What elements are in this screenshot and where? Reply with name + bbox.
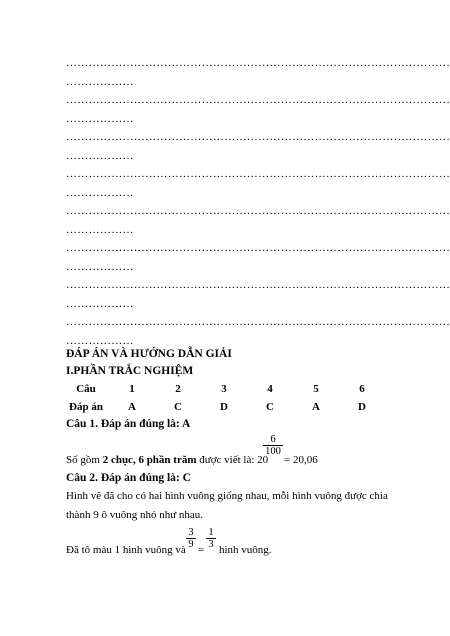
answers-heading: ĐÁP ÁN VÀ HƯỚNG DẪN GIẢI [66,348,232,360]
q2-fraction-2 [206,527,216,550]
dotted-line: ………………………………………………………………………………………… [66,131,450,143]
dotted-line: ……………… [66,113,134,125]
table-row-questions [66,383,386,399]
table-cell: 6 [359,383,365,395]
table-header-label: Câu [76,383,96,395]
fraction-numerator: 6 [270,434,276,445]
q2-line3-after: hình vuông. [219,544,272,556]
table-cell: 2 [175,383,181,395]
q1-text-before: Số gồm [66,454,103,466]
fraction-denominator: 3 [208,539,214,550]
q2-line3-before: Đã tô màu 1 hình vuông và [66,544,186,556]
q1-result: = 20,06 [284,454,318,466]
dotted-line: ……………… [66,298,134,310]
table-row-answers [66,401,386,417]
q2-line2: thành 9 ô vuông nhỏ như nhau. [66,509,204,521]
fraction-denominator: 100 [265,446,281,457]
dotted-line: ……………… [66,150,134,162]
table-cell: A [128,401,136,413]
dotted-line: ……………… [66,335,134,347]
dotted-line: ………………………………………………………………………………………… [66,316,450,328]
dotted-line: ………………………………………………………………………………………… [66,94,450,106]
dotted-line: ……………… [66,261,134,273]
table-cell: D [358,401,366,413]
q2-line1: Hình vẽ đã cho có hai hình vuông giống nhau, mỗi hình vuông được chia [66,490,388,502]
q2-fraction-1 [186,527,196,550]
dotted-line: ………………………………………………………………………………………… [66,168,450,180]
table-answer-label: Đáp án [69,401,103,413]
table-cell: 5 [313,383,319,395]
q1-text-after: được viết là: 20 [196,454,269,466]
q2-equals: = [198,544,205,556]
table-cell: C [174,401,182,413]
dotted-line: ………………………………………………………………………………………… [66,57,450,69]
table-cell: A [312,401,320,413]
q1-fraction [263,434,283,457]
table-cell: 4 [267,383,273,395]
fraction-numerator: 3 [188,527,194,538]
fraction-numerator: 1 [208,527,214,538]
dotted-line: ………………………………………………………………………………………… [66,242,450,254]
q1-bold-part: 2 chục, 6 phần trăm [102,454,197,466]
dotted-line: ………………………………………………………………………………………… [66,205,450,217]
q2-title: Câu 2. Đáp án đúng là: C [66,472,191,484]
table-cell: D [220,401,228,413]
q1-text [66,454,268,466]
table-cell: C [266,401,274,413]
table-cell: 3 [221,383,227,395]
section-heading: I.PHẦN TRẮC NGHIỆM [66,365,194,377]
dotted-line: ………………………………………………………………………………………… [66,279,450,291]
q1-title: Câu 1. Đáp án đúng là: A [66,418,191,430]
fraction-denominator: 9 [188,539,194,550]
table-cell: 1 [129,383,135,395]
dotted-line: ……………… [66,187,134,199]
dotted-line: ……………… [66,224,134,236]
dotted-line: ……………… [66,76,134,88]
